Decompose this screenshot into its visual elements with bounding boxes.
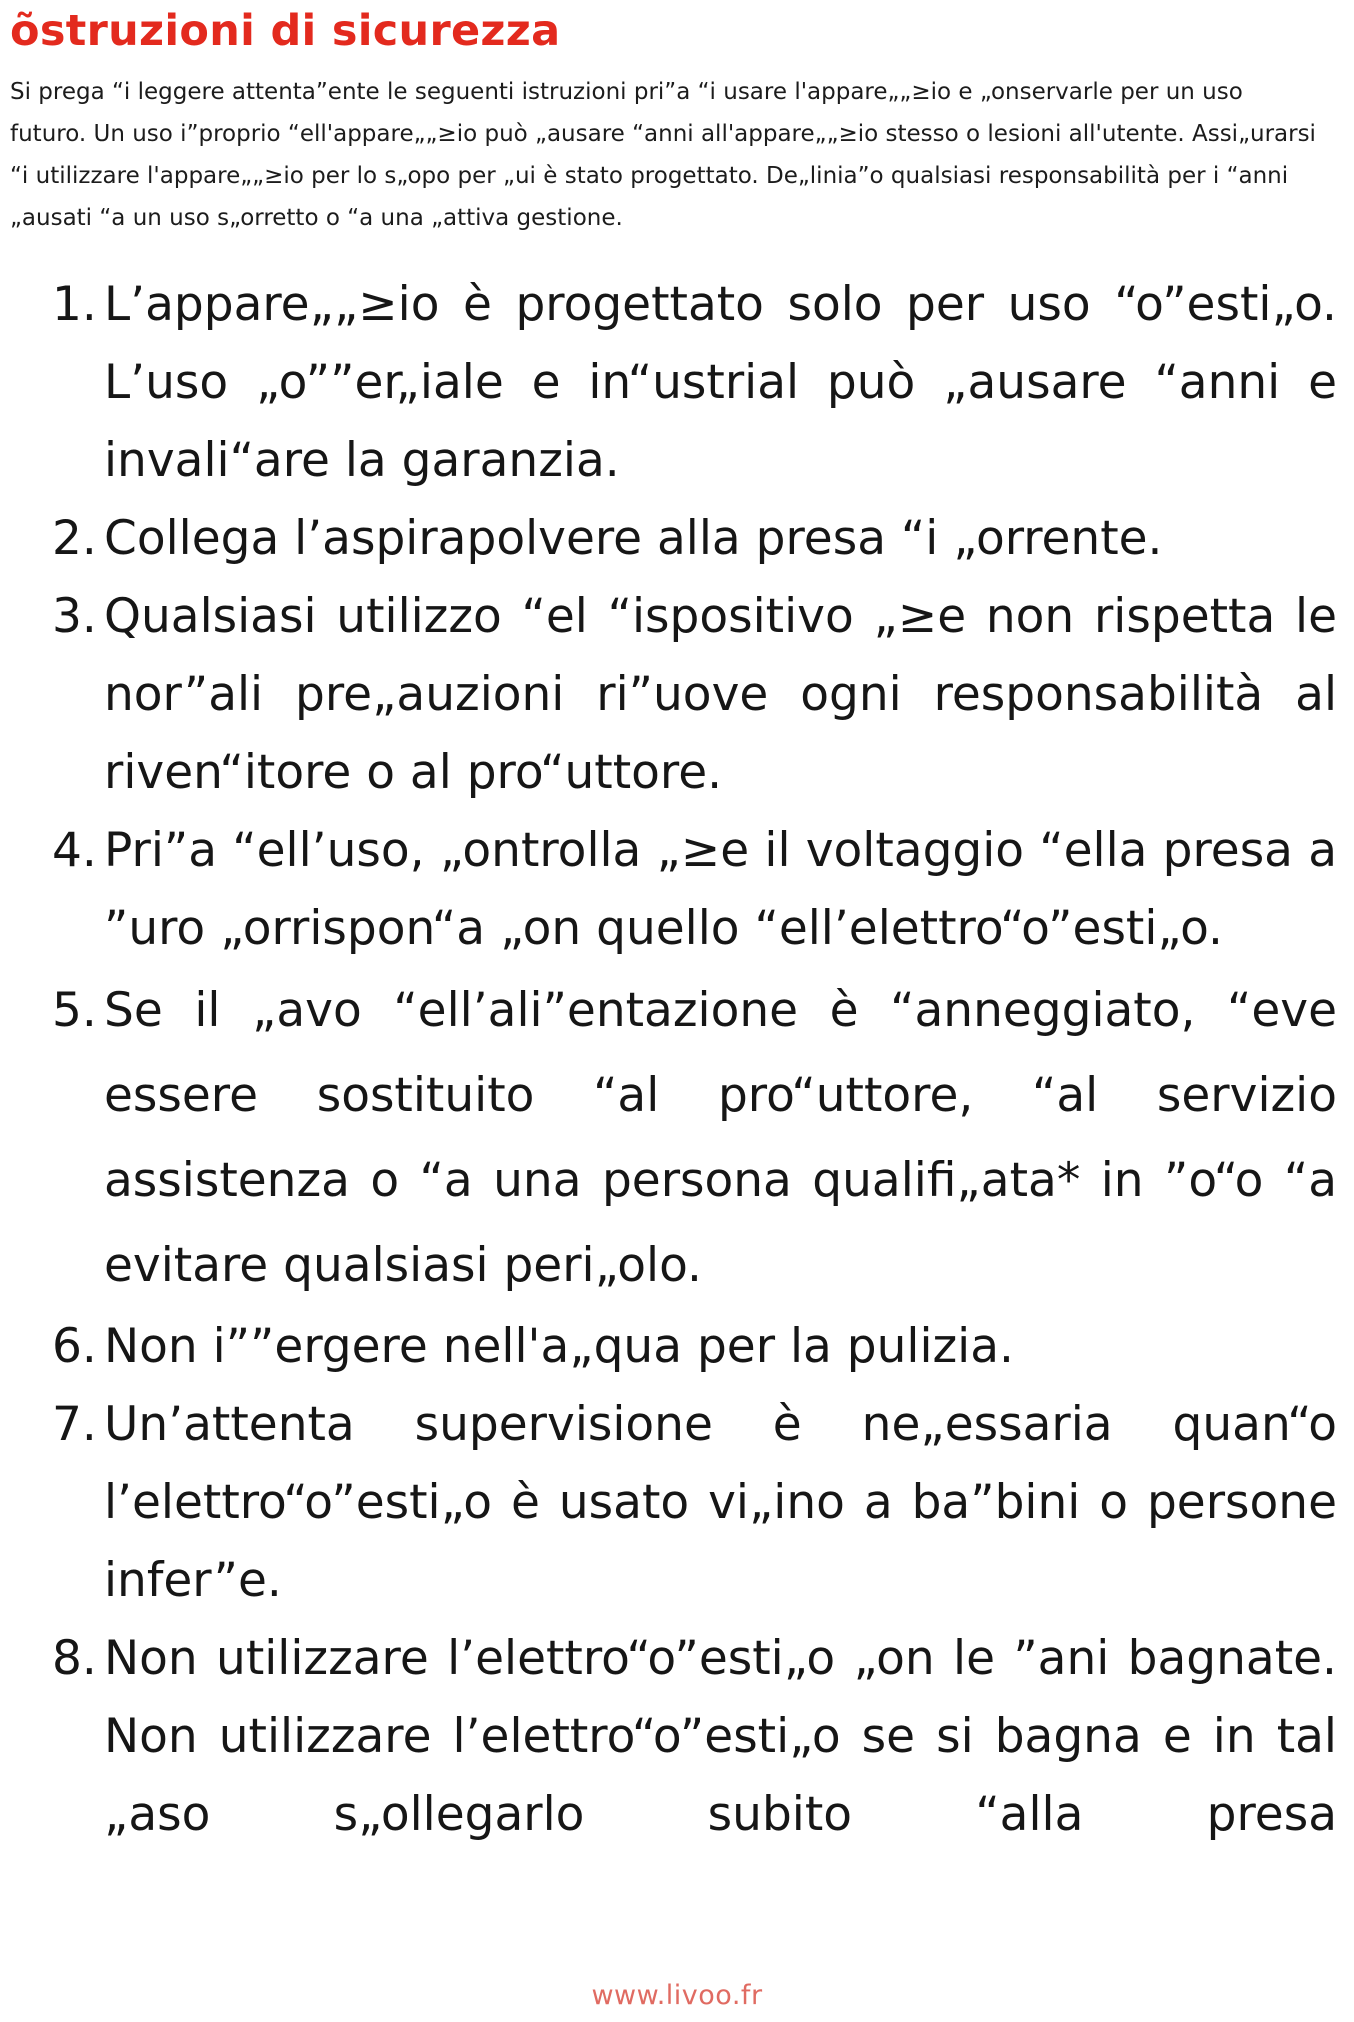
instruction-text: Non utilizzare l’elettro“o”esti„o „on le ”ani bagnate. Non utilizzare l’elettro“o”esti„o se si bagna e in tal „aso s„ollegarlo subito “alla presa bbox=[104, 1631, 1337, 1842]
instruction-text: Un’attenta supervisione è ne„essaria quan“o l’elettro“o”esti„o è usato vi„ino a ba”bini o persone infer”e. bbox=[104, 1397, 1337, 1608]
instruction-item bbox=[52, 266, 1337, 500]
instruction-item bbox=[52, 1308, 1337, 1386]
instruction-number: 3. bbox=[52, 589, 97, 644]
website-link[interactable]: www.livoo.fr bbox=[591, 1980, 763, 2011]
instruction-number: 4. bbox=[52, 823, 97, 878]
safety-instructions-list bbox=[52, 266, 1337, 1854]
instruction-text: Qualsiasi utilizzo “el “ispositivo „≥e non rispetta le nor”ali pre„auzioni ri”uove ogni responsabilità al riven“itore o al pro“uttore. bbox=[104, 589, 1337, 800]
instruction-text: Non i””ergere nell'a„qua per la pulizia. bbox=[104, 1319, 1014, 1374]
instruction-number: 6. bbox=[52, 1319, 97, 1374]
instruction-text: Collega l’aspirapolvere alla presa “i „orrente. bbox=[104, 511, 1163, 566]
page-title: õstruzioni di sicurezza bbox=[10, 6, 561, 56]
instruction-item bbox=[52, 968, 1337, 1308]
instruction-item bbox=[52, 812, 1337, 968]
instruction-number: 5. bbox=[52, 983, 97, 1038]
instruction-item bbox=[52, 1386, 1337, 1620]
instruction-item bbox=[52, 578, 1337, 812]
instruction-number: 1. bbox=[52, 277, 97, 332]
instruction-number: 2. bbox=[52, 511, 97, 566]
instruction-text: Se il „avo “ell’ali”entazione è “anneggiato, “eve essere sostituito “al pro“uttore, “al servizio assistenza o “a una persona qualifi„ata* in ”o“o “a evitare qualsiasi peri„olo. bbox=[104, 983, 1337, 1293]
instruction-item bbox=[52, 500, 1337, 578]
instruction-text: L’appare„„≥io è progettato solo per uso “o”esti„o. L’uso „o””er„iale e in“ustrial può „ausare “anni e invali“are la garanzia. bbox=[104, 277, 1337, 488]
intro-paragraph: Si prega “i leggere attenta”ente le seguenti istruzioni pri”a “i usare l'appare„„≥io e „onservarle per un uso futuro. Un uso i”proprio “ell'appare„„≥io può „ausare “anni all'appare„„≥io stesso o lesioni all'utente. Assi„urarsi “i utilizzare l'appare„„≥io per lo s„opo per „ui è stato progettato. De„linia”o qualsiasi responsabilità per i “anni „ausati “a un uso s„orretto o “a una „attiva gestione. bbox=[10, 79, 1316, 231]
instruction-text: Pri”a “ell’uso, „ontrolla „≥e il voltaggio “ella presa a ”uro „orrispon“a „on quello “ell’elettro“o”esti„o. bbox=[104, 823, 1337, 956]
instruction-number: 8. bbox=[52, 1631, 97, 1686]
instruction-number: 7. bbox=[52, 1397, 97, 1452]
instruction-item bbox=[52, 1620, 1337, 1854]
